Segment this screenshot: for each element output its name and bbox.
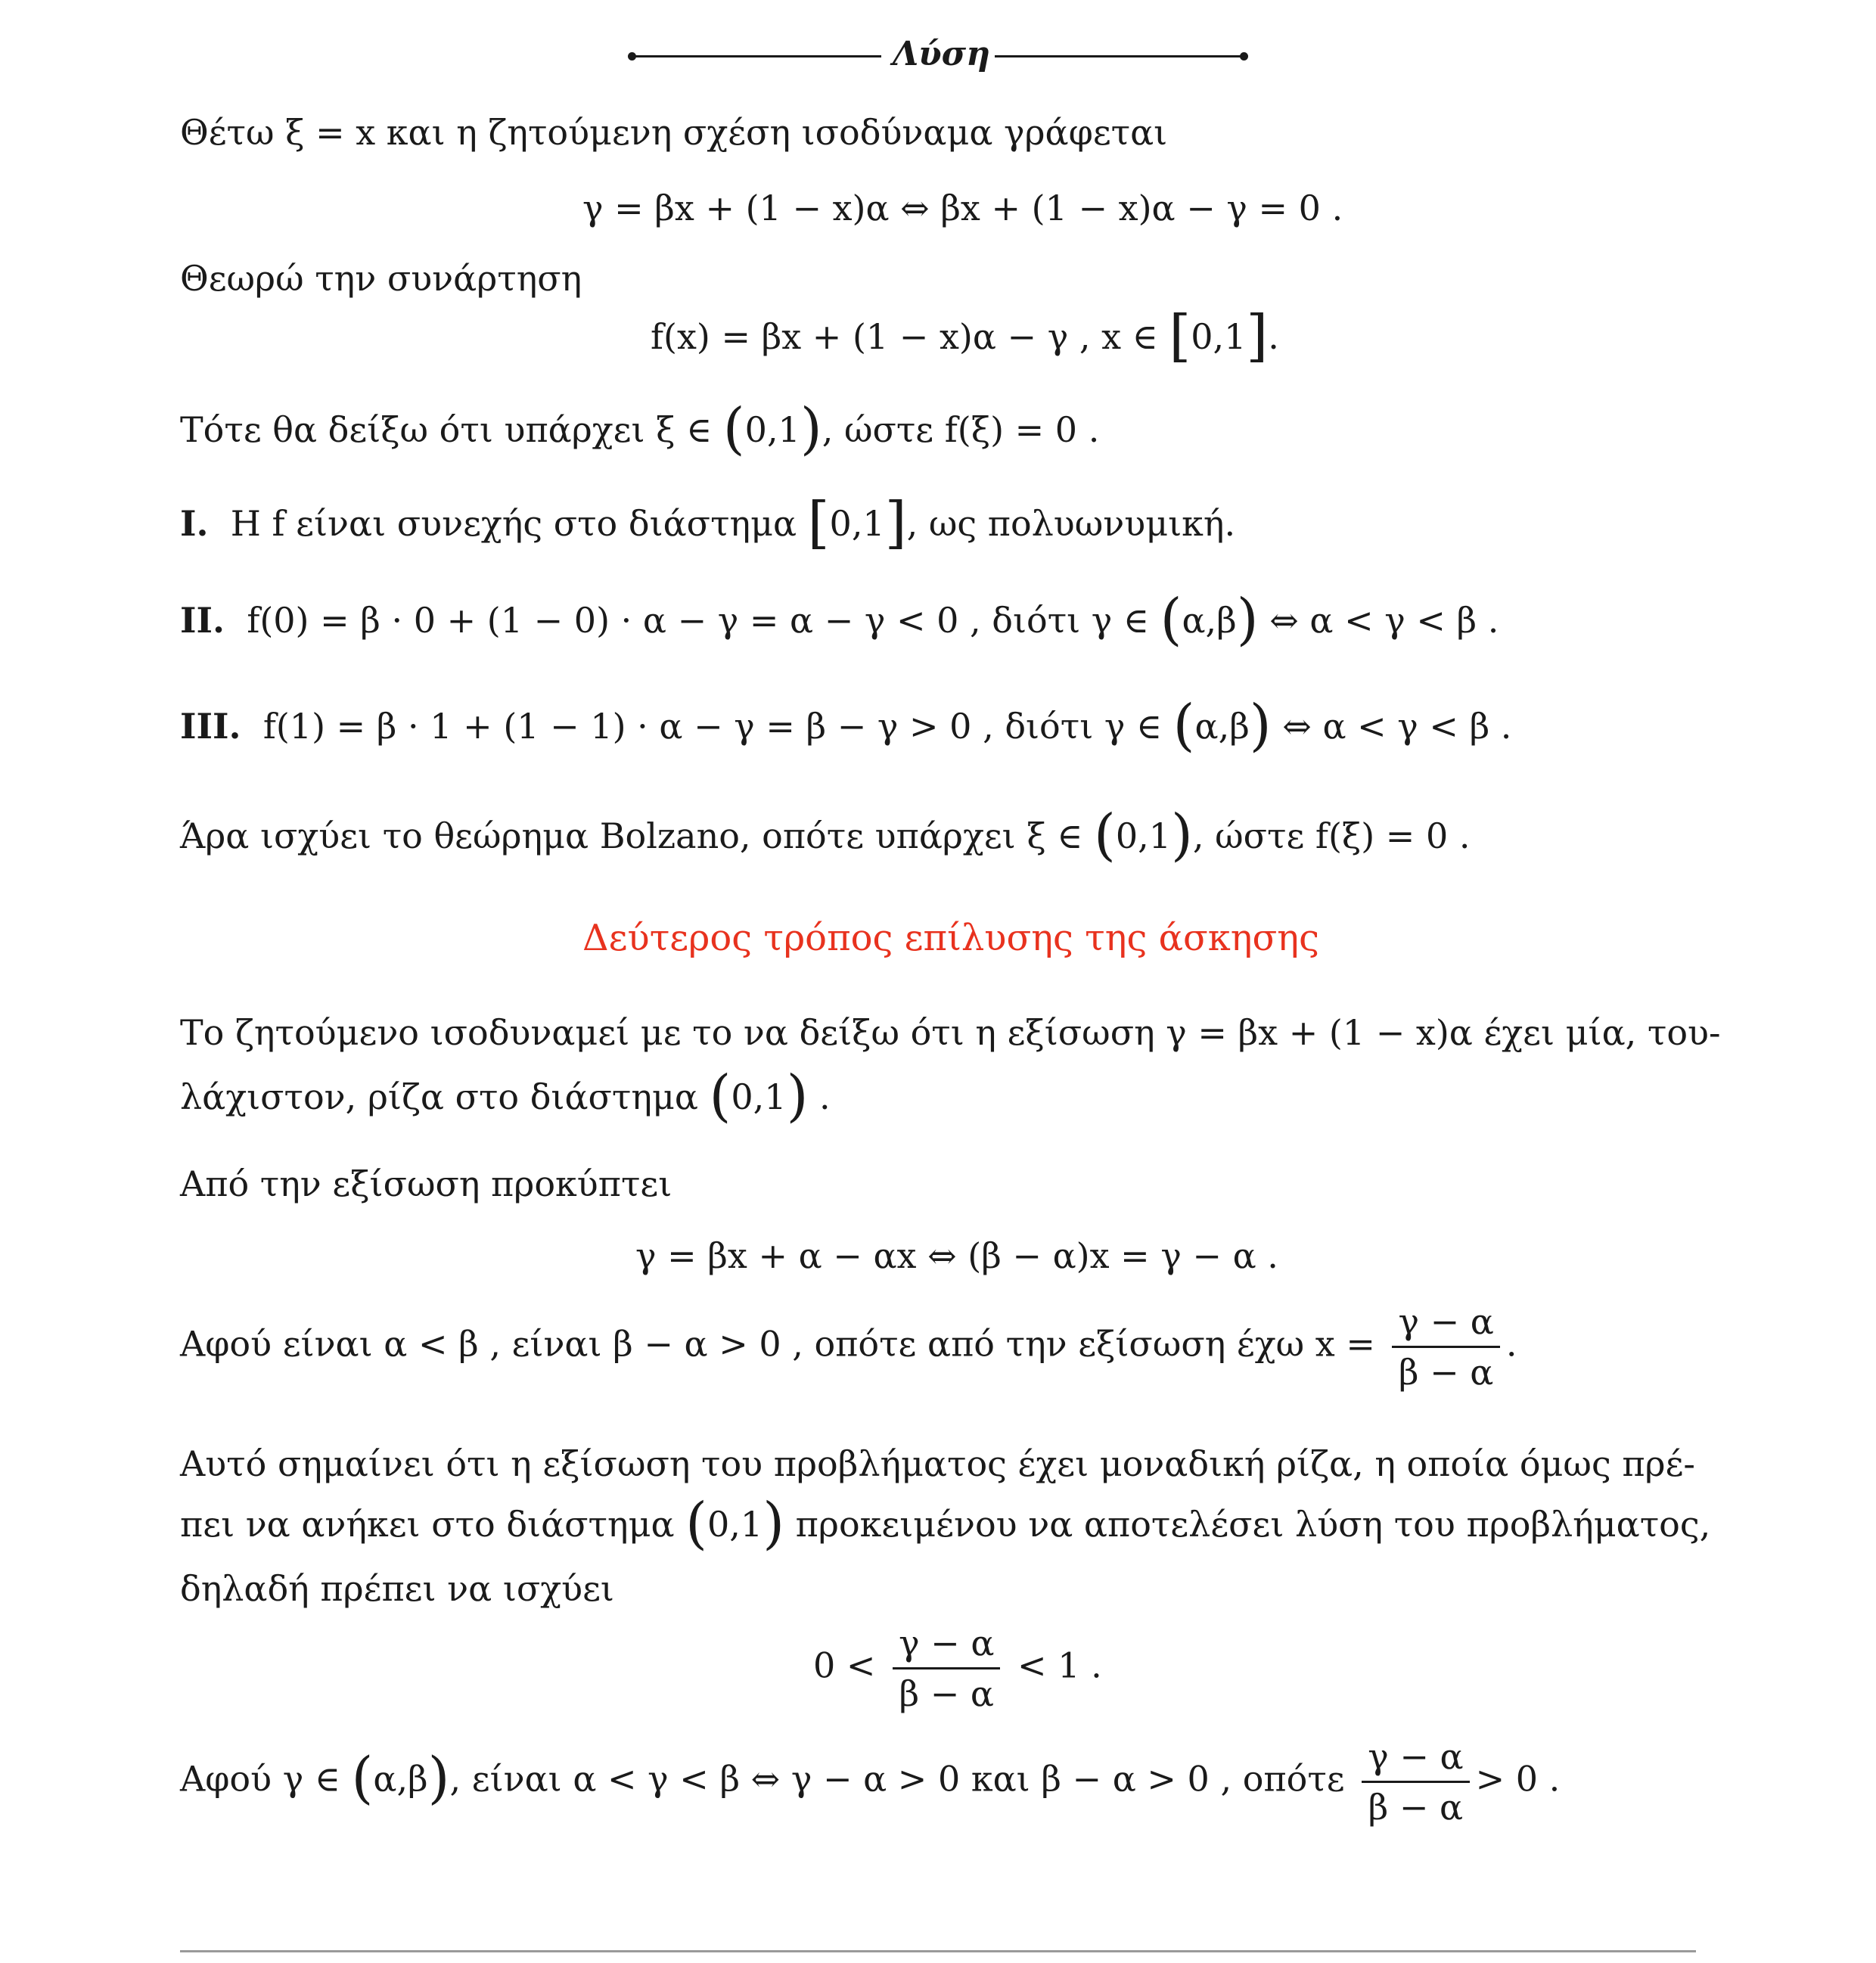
solution-title: Λύση xyxy=(893,35,991,73)
paren-open: ( xyxy=(351,1745,374,1811)
interval-ab: α,β xyxy=(1182,600,1237,641)
interval-open: 0,1 xyxy=(731,1076,787,1117)
fraction xyxy=(893,1619,1000,1718)
paragraph-1-line-1: Το ζητούμενο ισοδυναμεί με το να δείξω ότι η εξίσωση γ = βx + (1 − x)α έχει μία, του- xyxy=(180,1012,1721,1053)
equation-2: γ = βx + α − αx ⇔ (β − α)x = γ − α . xyxy=(635,1235,1278,1276)
conclusion xyxy=(180,803,1471,868)
p5-right: > 0 . xyxy=(1475,1758,1561,1800)
bracket-close: ] xyxy=(884,490,907,555)
step-1-label: I. xyxy=(180,503,209,544)
function-period: . xyxy=(1268,316,1279,357)
p5-left: Αφού γ ∈ xyxy=(180,1758,352,1800)
step-1-right: , ως πολυωνυμική. xyxy=(906,503,1236,544)
step-1-left: Η f είναι συνεχής στο διάστημα xyxy=(230,503,808,544)
paren-close: ) xyxy=(427,1745,450,1811)
fraction-denominator: β − α xyxy=(899,1673,994,1714)
fraction-numerator: γ − α xyxy=(1392,1297,1499,1348)
then-right: , ώστε f(ξ) = 0 . xyxy=(822,409,1100,450)
p4-left: πει να ανήκει στο διάστημα xyxy=(180,1504,686,1545)
paren-close: ) xyxy=(1236,587,1259,652)
p3-left: Αφού είναι α < β , είναι β − α > 0 , οπότε από την εξίσωση έχω x = xyxy=(180,1323,1375,1365)
intro-text: Θέτω ξ = x και η ζητούμενη σχέση ισοδύναμα γράφεται xyxy=(180,112,1168,153)
paragraph-4-line-3: δηλαδή πρέπει να ισχύει xyxy=(180,1568,614,1609)
paren-close: ) xyxy=(1249,693,1272,758)
bracket-close: ] xyxy=(1246,303,1269,368)
bottom-divider xyxy=(180,1950,1696,1952)
paragraph-4-line-1: Αυτό σημαίνει ότι η εξίσωση του προβλήματος έχει μοναδική ρίζα, η οποία όμως πρέ- xyxy=(180,1443,1695,1484)
step-2-right: ⇔ α < γ < β . xyxy=(1258,600,1499,641)
ineq-right: < 1 . xyxy=(1017,1645,1102,1686)
bracket-open: [ xyxy=(807,490,830,555)
interval-open: 0,1 xyxy=(744,409,800,450)
conclusion-right: , ώστε f(ξ) = 0 . xyxy=(1192,815,1471,856)
paragraph-2: Από την εξίσωση προκύπτει xyxy=(180,1163,672,1204)
then-statement xyxy=(180,396,1100,461)
paren-open: ( xyxy=(722,396,745,461)
paren-close: ) xyxy=(763,1491,785,1556)
paragraph-4-line-2 xyxy=(180,1491,1711,1556)
paren-close: ) xyxy=(786,1064,809,1129)
function-left: f(x) = βx + (1 − x)α − γ , x ∈ xyxy=(651,316,1169,357)
paren-open: ( xyxy=(1172,693,1195,758)
interval-ab: α,β xyxy=(1194,706,1250,747)
inequality xyxy=(813,1619,1102,1725)
p3-right: . xyxy=(1505,1323,1517,1365)
interval-open: 0,1 xyxy=(707,1504,763,1545)
function-definition xyxy=(651,303,1279,368)
step-3-label: III. xyxy=(180,706,241,747)
step-3-right: ⇔ α < γ < β . xyxy=(1271,706,1512,747)
right-rule xyxy=(995,55,1244,57)
right-dot xyxy=(1240,52,1248,61)
bracket-open: [ xyxy=(1169,303,1191,368)
interval-closed: 0,1 xyxy=(1191,316,1247,357)
p1-left: λάχιστον, ρίζα στο διάστημα xyxy=(180,1076,710,1117)
interval-closed: 0,1 xyxy=(829,503,885,544)
paren-open: ( xyxy=(1160,587,1182,652)
ineq-left: 0 < xyxy=(813,1645,876,1686)
left-rule xyxy=(632,55,881,57)
paren-open: ( xyxy=(709,1064,731,1129)
p4-right: προκειμένου να αποτελέσει λύση του προβλήματος, xyxy=(784,1504,1711,1545)
step-1 xyxy=(180,490,1236,555)
fraction-denominator: β − α xyxy=(1368,1787,1464,1828)
step-3-left: f(1) = β · 1 + (1 − 1) · α − γ = β − γ > 0 , διότι γ ∈ xyxy=(262,706,1173,747)
equation-1: γ = βx + (1 − x)α ⇔ βx + (1 − x)α − γ = 0 . xyxy=(582,188,1343,228)
second-method-heading: Δεύτερος τρόπος επίλυσης της άσκησης xyxy=(582,917,1319,959)
fraction xyxy=(1392,1297,1499,1396)
conclusion-left: Άρα ισχύει το θεώρημα Bolzano, οπότε υπάρχει ξ ∈ xyxy=(180,815,1094,856)
paren-open: ( xyxy=(685,1491,708,1556)
consider-text: Θεωρώ την συνάρτηση xyxy=(180,258,582,299)
p1-right: . xyxy=(808,1076,831,1117)
step-2-left: f(0) = β · 0 + (1 − 0) · α − γ = α − γ < 0 , διότι γ ∈ xyxy=(247,600,1160,641)
step-2 xyxy=(180,587,1499,652)
fraction xyxy=(1362,1732,1469,1831)
paragraph-5 xyxy=(180,1732,1560,1838)
paren-close: ) xyxy=(800,396,822,461)
interval-ab: α,β xyxy=(373,1758,428,1800)
then-left: Τότε θα δείξω ότι υπάρχει ξ ∈ xyxy=(180,409,723,450)
p5-mid: , είναι α < γ < β ⇔ γ − α > 0 και β − α > 0 , οπότε xyxy=(449,1758,1345,1800)
fraction-denominator: β − α xyxy=(1398,1352,1494,1393)
interval-open: 0,1 xyxy=(1115,815,1171,856)
step-3 xyxy=(180,693,1512,758)
fraction-numerator: γ − α xyxy=(893,1619,1000,1669)
step-2-label: II. xyxy=(180,600,225,641)
paragraph-1-line-2 xyxy=(180,1064,831,1129)
paragraph-3 xyxy=(180,1297,1517,1403)
solution-title-bar xyxy=(628,32,1248,77)
paren-open: ( xyxy=(1093,803,1116,868)
fraction-numerator: γ − α xyxy=(1362,1732,1469,1783)
paren-close: ) xyxy=(1170,803,1193,868)
